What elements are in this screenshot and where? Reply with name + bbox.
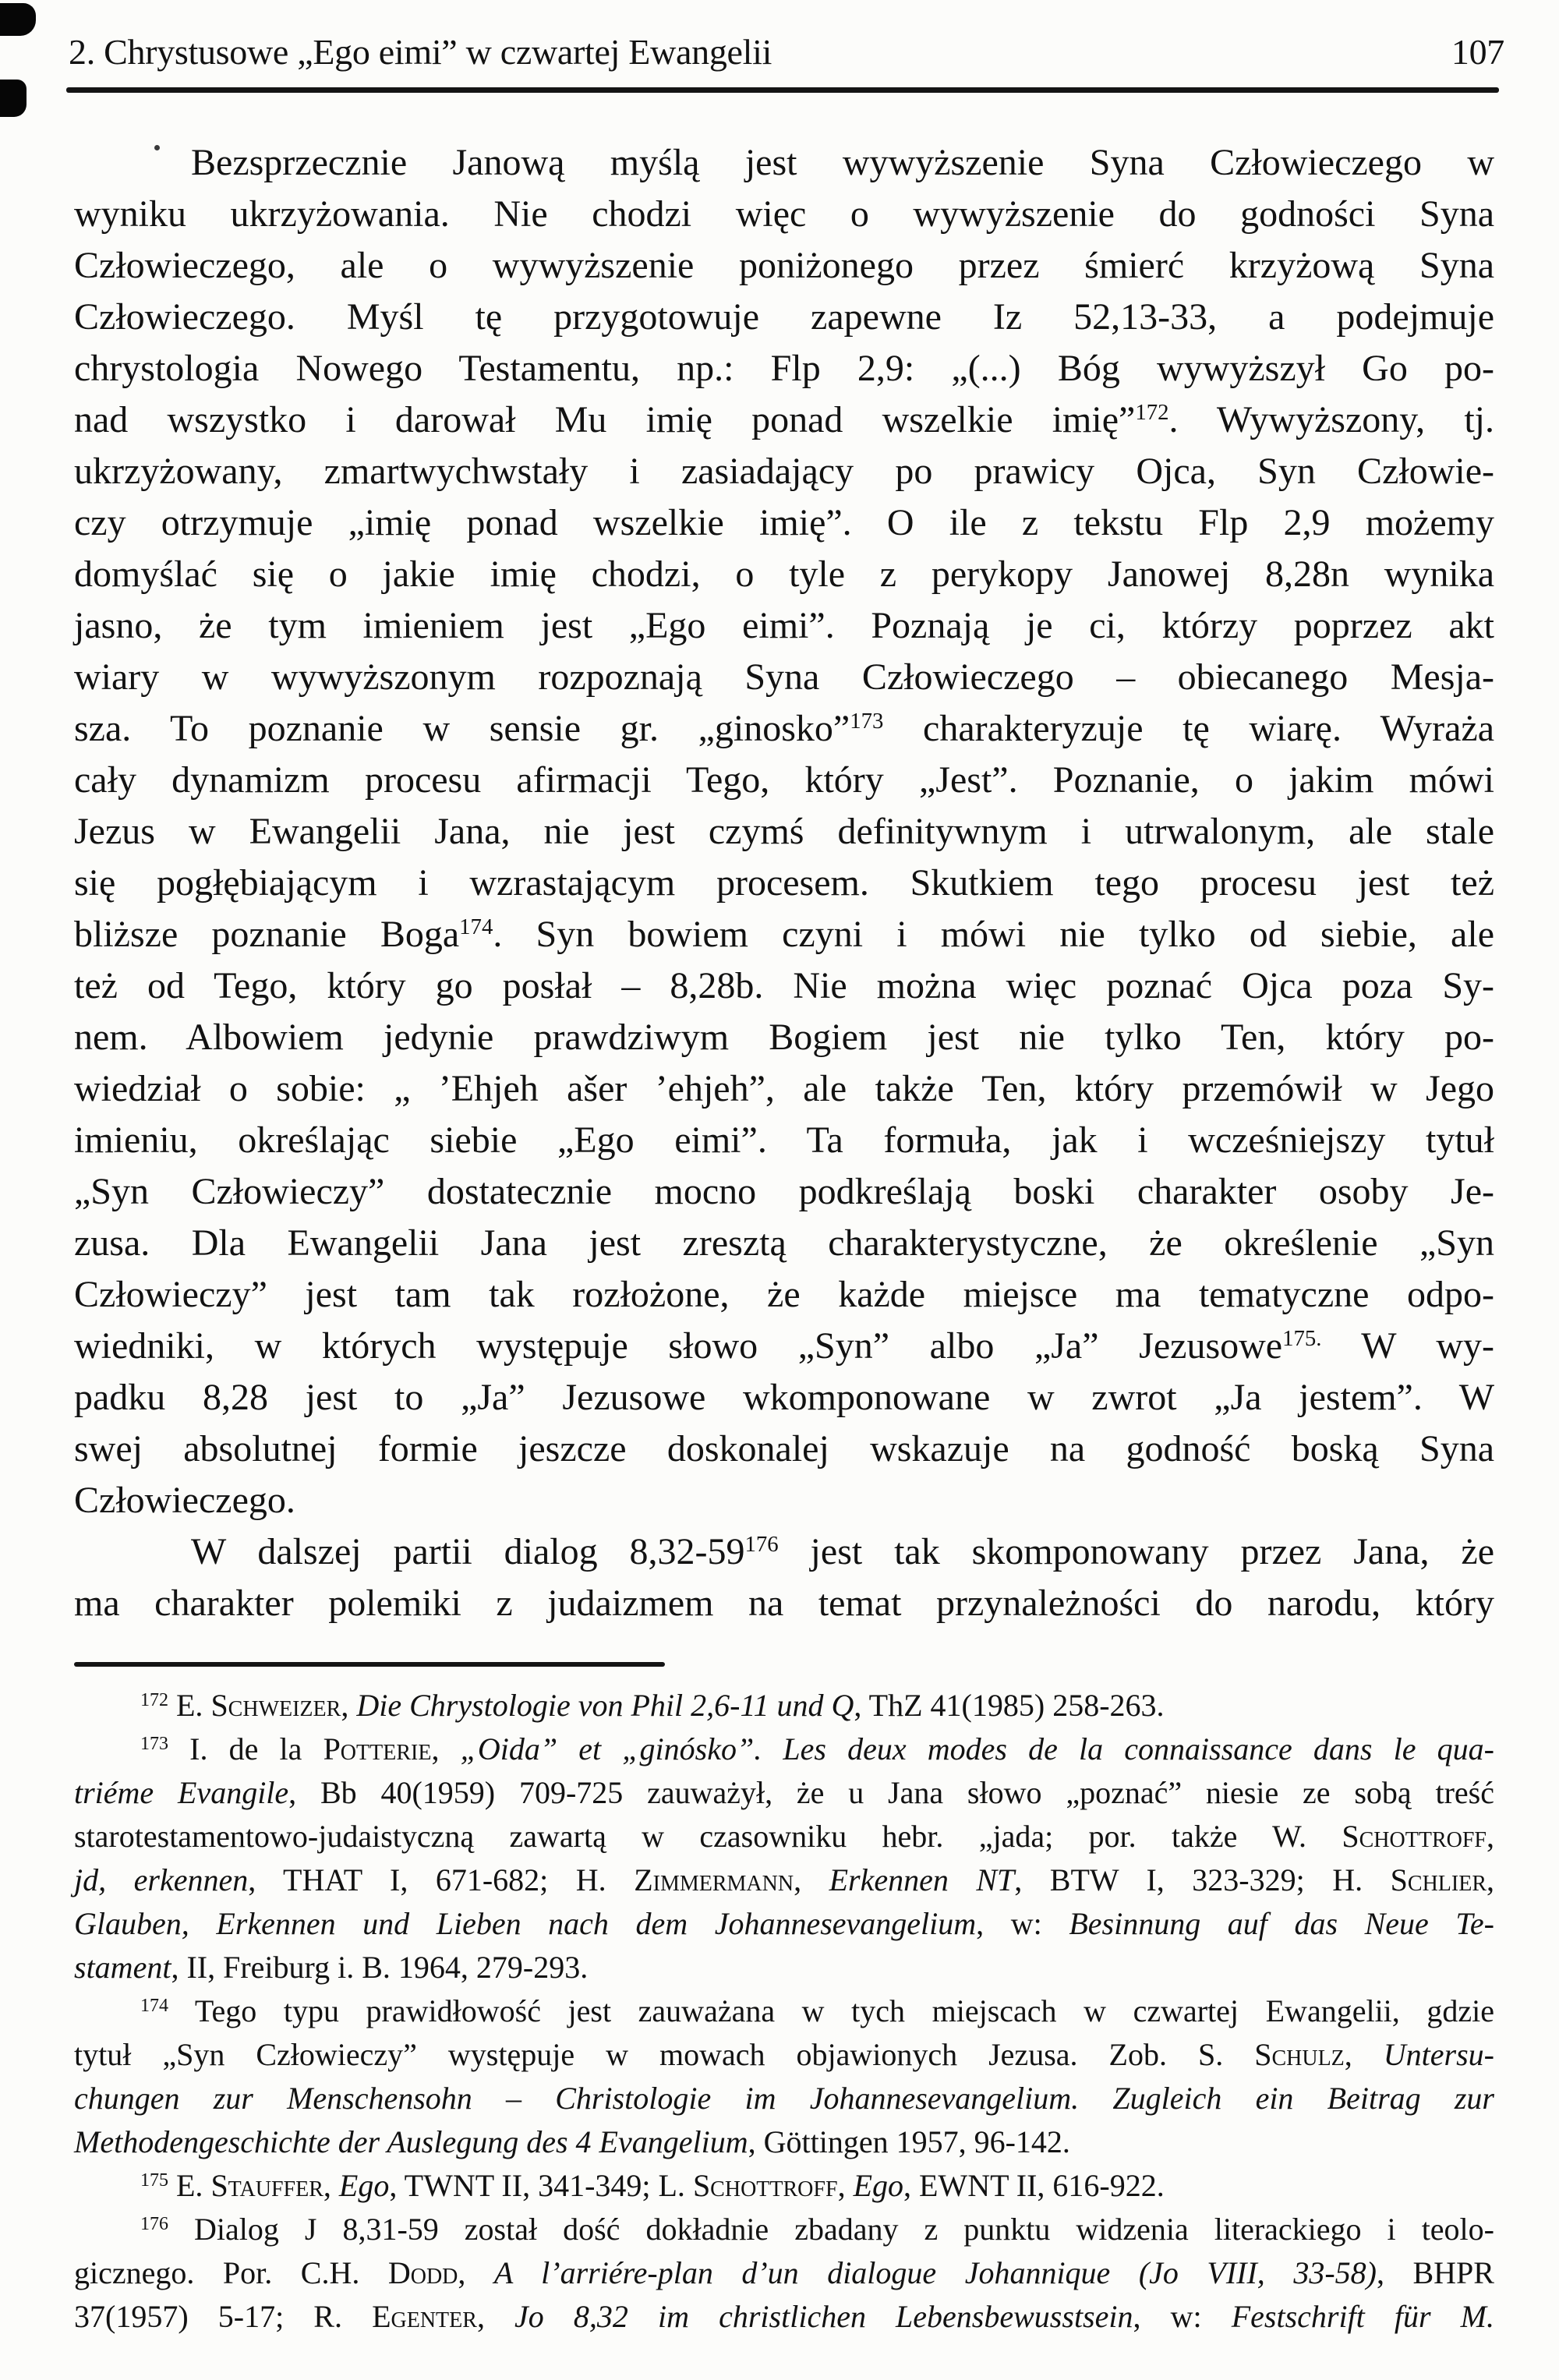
body-line: [74, 1321, 1494, 1372]
text-segment: Jo 8,32 im christlichen Lebensbewusstsein: [514, 2299, 1133, 2334]
text-segment: Methodengeschichte der Auslegung des 4 Evangelium: [74, 2124, 748, 2159]
text-segment: I. de la: [168, 1731, 323, 1766]
text-segment: , w:: [976, 1906, 1069, 1941]
scan-artifact: [0, 80, 27, 117]
body-line: [74, 394, 1494, 446]
body-line: [74, 446, 1494, 497]
text-segment: wiary w wywyższonym rozpoznają Syna Człowieczego – obiecanego Mesja-: [74, 656, 1494, 698]
text-segment: , w:: [1133, 2299, 1232, 2334]
body-text: [74, 137, 1494, 1629]
text-segment: Człowieczego. Myśl tę przygotowuje zapewne Iz 52,13-33, a podejmuje: [74, 296, 1494, 338]
text-segment: Stauffer: [210, 2168, 323, 2203]
text-segment: Die Chrystologie von Phil 2,6-11 und Q: [356, 1688, 854, 1723]
text-segment: chungen zur Menschensohn – Christologie im Johannesevangelium. Zugleich ein Beitrag zur: [74, 2081, 1494, 2116]
body-line: [74, 755, 1494, 806]
text-segment: Erkennen NT: [829, 1862, 1015, 1897]
body-line: [74, 1578, 1494, 1629]
footnote-line: [74, 1946, 1494, 1989]
footnote-line: [74, 1902, 1494, 1946]
text-segment: charakteryzuje tę wiarę. Wyraża: [883, 708, 1495, 749]
footnote-marker: 174: [140, 1995, 168, 2016]
footnote-line: [74, 2033, 1494, 2077]
text-segment: Potterie: [323, 1731, 432, 1766]
body-line: [74, 703, 1494, 755]
text-segment: , THAT I, 671-682; H.: [248, 1862, 635, 1897]
text-segment: Bezsprzecznie Janową myślą jest wywyższenie Syna Człowieczego w: [191, 142, 1494, 183]
text-segment: Tego typu prawidłowość jest zauważana w tych miejscach w czwartej Ewangelii, gdzie: [168, 1993, 1494, 2028]
footnote-line: [74, 1684, 1494, 1728]
text-segment: stament: [74, 1950, 171, 1985]
body-line: [74, 1526, 1494, 1578]
text-segment: A l’arriére-plan d’un dialogue Johannique (Jo VIII, 33-58): [493, 2255, 1377, 2290]
footnote-line: [74, 2077, 1494, 2120]
body-line: [74, 1115, 1494, 1166]
body-line: [74, 858, 1494, 909]
body-line: [74, 1166, 1494, 1218]
text-segment: się pogłębiającym i wzrastającym procesem. Skutkiem tego procesu jest też: [74, 862, 1494, 904]
text-segment: . Syn bowiem czyni i mówi nie tylko od siebie, ale: [493, 914, 1494, 955]
text-segment: też od Tego, który go posłał – 8,28b. Nie można więc poznać Ojca poza Sy-: [74, 965, 1494, 1006]
text-segment: nad wszystko i darował Mu imię ponad wszelkie imię”: [74, 399, 1136, 440]
text-segment: Człowieczy” jest tam tak rozłożone, że każde miejsce ma tematyczne odpo-: [74, 1274, 1494, 1315]
text-segment: wiedział o sobie: „ ’Ehjeh ašer ’ehjeh”, ale także Ten, który przemówił w Jego: [74, 1068, 1494, 1109]
text-segment: Festschrift für M.: [1231, 2299, 1494, 2334]
footnote-marker: 174: [459, 914, 493, 940]
footnote-separator: [74, 1662, 665, 1667]
text-segment: Dodd: [387, 2255, 458, 2290]
text-segment: Schlier: [1390, 1862, 1487, 1897]
body-line: [74, 1218, 1494, 1269]
body-line: [74, 137, 1494, 189]
header-rule: [66, 87, 1499, 93]
text-segment: ,: [794, 1862, 829, 1897]
text-segment: Schottroff: [692, 2168, 838, 2203]
footnote-marker: 176: [140, 2213, 168, 2234]
footnote-line: [74, 1989, 1494, 2033]
body-line: [74, 1012, 1494, 1063]
body-line: [74, 1269, 1494, 1321]
text-segment: ukrzyżowany, zmartwychwstały i zasiadający po prawicy Ojca, Syn Człowie-: [74, 451, 1494, 492]
page-header: [69, 31, 1504, 72]
text-segment: Untersu-: [1383, 2037, 1495, 2072]
text-segment: wiedniki, w których występuje słowo „Syn” albo „Ja” Jezusowe: [74, 1325, 1283, 1367]
text-segment: zusa. Dla Ewangelii Jana jest zresztą charakterystyczne, że określenie „Syn: [74, 1222, 1494, 1264]
body-line: [74, 1423, 1494, 1475]
text-segment: jasno, że tym imieniem jest „Ego eimi”. Poznają je ci, którzy poprzez akt: [74, 605, 1494, 646]
footnote-marker: 175: [140, 2170, 168, 2191]
body-line: [74, 189, 1494, 240]
text-segment: E.: [168, 1688, 211, 1723]
footnote-line: [74, 2251, 1494, 2295]
text-segment: , ThZ 41(1985) 258-263.: [854, 1688, 1165, 1723]
text-segment: , Bb 40(1959) 709-725 zauważył, że u Jana słowo „poznać” niesie ze sobą treść: [288, 1775, 1494, 1810]
text-segment: Człowieczego, ale o wywyższenie poniżonego przez śmierć krzyżową Syna: [74, 245, 1494, 286]
text-segment: ,: [341, 1688, 357, 1723]
text-segment: Glauben, Erkennen und Lieben nach dem Johannesevangelium: [74, 1906, 977, 1941]
text-segment: Ego: [853, 2168, 903, 2203]
body-line: [74, 909, 1494, 960]
footnote-line: [74, 1771, 1494, 1815]
body-line: [74, 497, 1494, 549]
text-segment: ,: [1344, 2037, 1384, 2072]
footnotes-section: [74, 1684, 1494, 2339]
text-segment: Besinnung auf das Neue Te-: [1069, 1906, 1495, 1941]
body-line: [74, 806, 1494, 858]
footnote-line: [74, 2164, 1494, 2208]
text-segment: padku 8,28 jest to „Ja” Jezusowe wkomponowane w zwrot „Ja jestem”. W: [74, 1377, 1494, 1418]
text-segment: ,: [1487, 1819, 1494, 1854]
text-segment: jest tak skomponowany przez Jana, że: [778, 1531, 1494, 1572]
footnote-marker: 176: [744, 1532, 779, 1558]
text-segment: swej absolutnej formie jeszcze doskonalej wskazuje na godność boską Syna: [74, 1428, 1494, 1469]
body-line: [74, 292, 1494, 343]
text-segment: „Oida” et „ginósko”. Les deux modes de la connaissance dans le qua-: [460, 1731, 1494, 1766]
text-segment: , BHPR: [1376, 2255, 1494, 2290]
text-segment: nem. Albowiem jedynie prawdziwym Bogiem jest nie tylko Ten, który po-: [74, 1017, 1494, 1058]
text-segment: , II, Freiburg i. B. 1964, 279-293.: [171, 1950, 589, 1985]
text-segment: E.: [168, 2168, 211, 2203]
text-segment: ,: [431, 1731, 461, 1766]
footnote-line: [74, 1728, 1494, 1771]
text-segment: „Syn Człowieczy” dostatecznie mocno podkreślają boski charakter osoby Je-: [74, 1171, 1494, 1212]
text-segment: Człowieczego.: [74, 1480, 295, 1521]
text-segment: , EWNT II, 616-922.: [903, 2168, 1165, 2203]
text-segment: ,: [458, 2255, 494, 2290]
text-segment: Ego: [338, 2168, 390, 2203]
footnote-marker: 172: [140, 1689, 168, 1710]
text-segment: triéme Evangile: [74, 1775, 289, 1810]
text-segment: ma charakter polemiki z judaizmem na temat przynależności do narodu, który: [74, 1583, 1494, 1624]
text-segment: sza. To poznanie w sensie gr. „ginosko”: [74, 708, 850, 749]
footnote-line: [74, 2208, 1494, 2251]
text-segment: , TWNT II, 341-349; L.: [389, 2168, 693, 2203]
text-segment: Dialog J 8,31-59 został dość dokładnie zbadany z punktu widzenia literackiego i teolo-: [168, 2212, 1494, 2247]
text-segment: . Wywyższony, tj.: [1168, 399, 1495, 440]
text-segment: chrystologia Nowego Testamentu, np.: Flp 2,9: „(...) Bóg wywyższył Go po-: [74, 348, 1494, 389]
text-segment: domyślać się o jakie imię chodzi, o tyle z perykopy Janowej 8,28n wynika: [74, 553, 1494, 595]
text-segment: tytuł „Syn Człowieczy” występuje w mowach objawionych Jezusa. Zob. S.: [74, 2037, 1255, 2072]
text-segment: wyniku ukrzyżowania. Nie chodzi więc o wywyższenie do godności Syna: [74, 193, 1494, 235]
footnote-line: [74, 1815, 1494, 1858]
body-line: [74, 549, 1494, 600]
body-line: [74, 240, 1494, 292]
body-line: [74, 960, 1494, 1012]
text-segment: jd, erkennen: [74, 1862, 249, 1897]
text-segment: gicznego. Por. C.H.: [74, 2255, 388, 2290]
body-line: [74, 652, 1494, 703]
body-line: [74, 600, 1494, 652]
text-segment: ,: [1487, 1862, 1495, 1897]
page-number: 107: [1451, 32, 1504, 72]
text-segment: Jezus w Ewangelii Jana, nie jest czymś definitywnym i utrwalonym, ale stale: [74, 811, 1494, 852]
text-segment: Schottroff: [1342, 1819, 1487, 1854]
text-segment: W dalszej partii dialog 8,32-59: [191, 1531, 745, 1572]
text-segment: ,: [323, 2168, 339, 2203]
text-segment: 37(1957) 5-17; R.: [74, 2299, 373, 2334]
scan-artifact: [0, 3, 36, 36]
running-title: 2. Chrystusowe „Ego eimi” w czwartej Ewangelii: [69, 32, 772, 72]
text-segment: ,: [837, 2168, 854, 2203]
body-line: [74, 1063, 1494, 1115]
text-segment: Zimmermann: [634, 1862, 794, 1897]
text-segment: , Göttingen 1957, 96-142.: [748, 2124, 1070, 2159]
body-line: [74, 343, 1494, 394]
footnote-marker: 175.: [1282, 1326, 1322, 1352]
text-segment: , BTW I, 323-329; H.: [1014, 1862, 1391, 1897]
text-segment: starotestamentowo-judaistyczną zawartą w czasowniku hebr. „jada; por. także W.: [74, 1819, 1342, 1854]
footnote-marker: 173: [140, 1733, 168, 1754]
text-segment: cały dynamizm procesu afirmacji Tego, który „Jest”. Poznanie, o jakim mówi: [74, 759, 1494, 801]
body-line: [74, 1475, 1494, 1526]
text-segment: Schweizer: [210, 1688, 341, 1723]
text-segment: ,: [476, 2299, 515, 2334]
footnote-marker: 173: [850, 709, 884, 734]
footnote-marker: 172: [1135, 400, 1169, 426]
footnote-line: [74, 2295, 1494, 2339]
footnote-line: [74, 1858, 1494, 1902]
text-segment: bliższe poznanie Boga: [74, 914, 460, 955]
text-segment: imieniu, określając siebie „Ego eimi”. Ta formuła, jak i wcześniejszy tytuł: [74, 1119, 1494, 1161]
text-segment: czy otrzymuje „imię ponad wszelkie imię”. O ile z tekstu Flp 2,9 możemy: [74, 502, 1494, 543]
footnote-line: [74, 2120, 1494, 2164]
text-segment: Schulz: [1254, 2037, 1345, 2072]
text-segment: Egenter: [372, 2299, 477, 2334]
body-line: [74, 1372, 1494, 1423]
text-segment: W wy-: [1321, 1325, 1494, 1367]
